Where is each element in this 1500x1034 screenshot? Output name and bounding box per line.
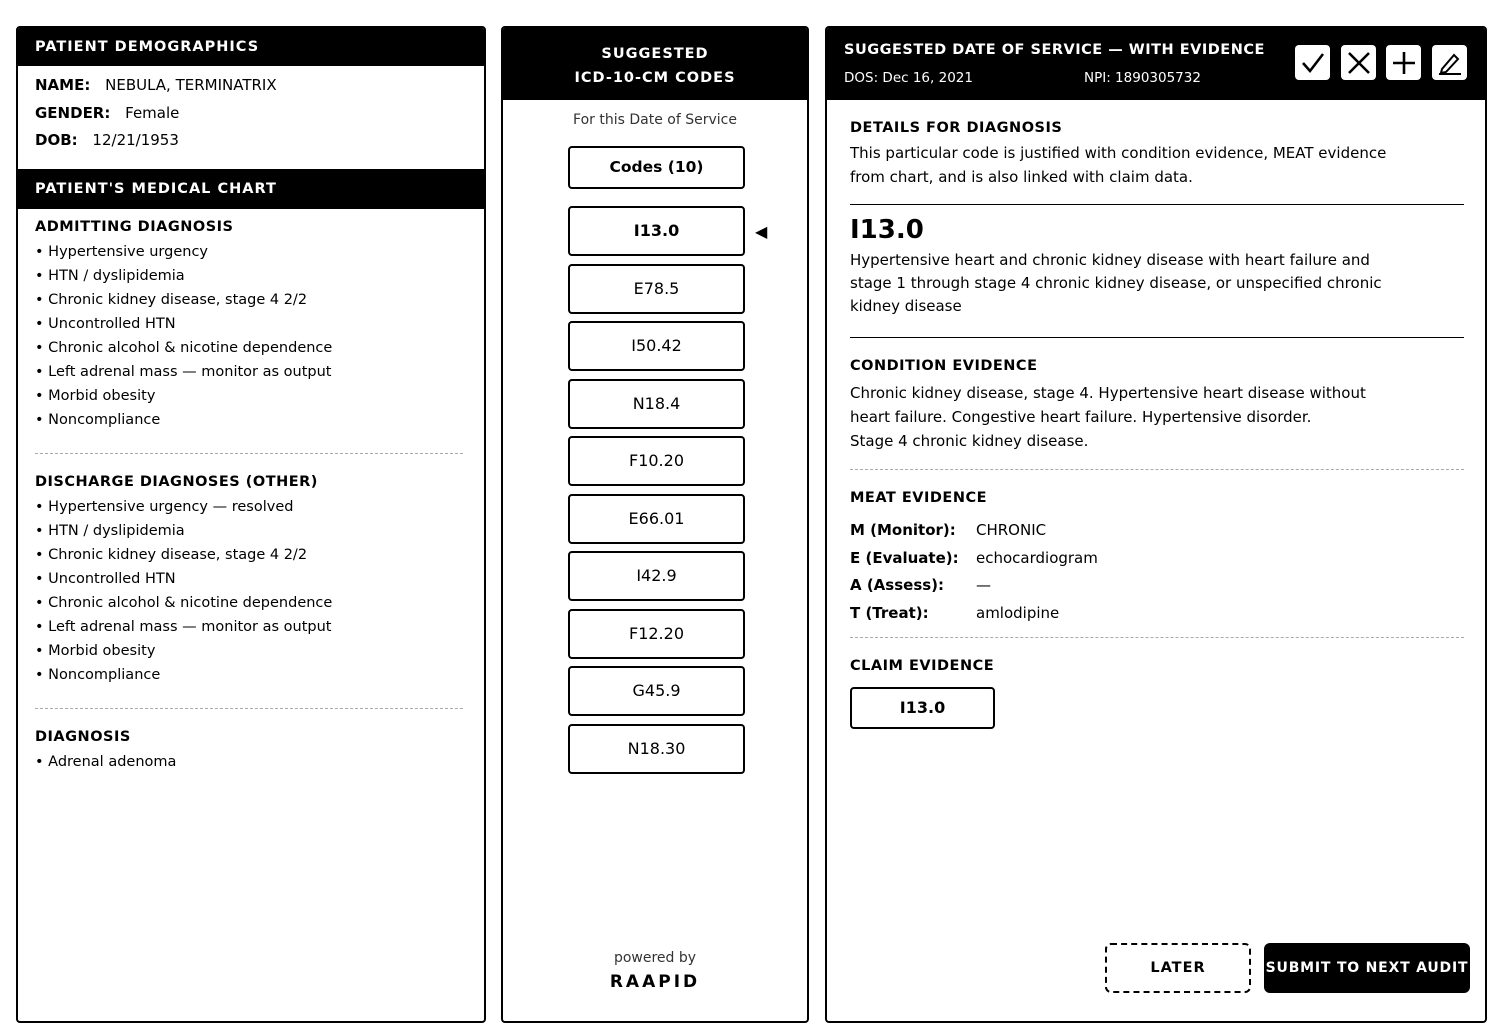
codes-title-line2: ICD-10-CM CODES: [574, 70, 736, 86]
meat-value: echocardiogram: [976, 548, 1098, 567]
discharge-diagnoses-list: [35, 498, 467, 690]
medical-chart[interactable]: [18, 209, 484, 777]
diagnosis-title: DIAGNOSIS: [35, 729, 131, 745]
edit-button[interactable]: [1432, 45, 1467, 80]
diagnosis-list: [35, 753, 467, 777]
code-item-i50-42[interactable]: I50.42: [568, 321, 745, 371]
codes-panel: [501, 26, 809, 1023]
meat-evidence-list: [850, 520, 1464, 630]
meat-row: [850, 548, 1464, 576]
divider: [850, 337, 1464, 338]
claim-code-button[interactable]: I13.0: [850, 687, 995, 729]
name-label: NAME:: [35, 76, 91, 94]
meat-evidence-title: MEAT EVIDENCE: [850, 490, 988, 506]
meat-value: —: [976, 576, 991, 594]
demographics-section: [18, 66, 484, 169]
list-item: • Left adrenal mass — monitor as output: [35, 618, 467, 642]
list-item: • HTN / dyslipidemia: [35, 522, 467, 546]
code-description: Hypertensive heart and chronic kidney disease with heart failure and stage 1 through stage 4 chronic kidney disease, or unspecified chronic kidney disease: [850, 251, 1382, 315]
condition-evidence-title: CONDITION EVIDENCE: [850, 358, 1038, 374]
list-item: • Chronic kidney disease, stage 4 2/2: [35, 546, 467, 570]
list-item: • Morbid obesity: [35, 387, 467, 411]
submit-to-next-audit-button[interactable]: SUBMIT TO NEXT AUDIT: [1264, 943, 1470, 993]
code-item-f12-20[interactable]: F12.20: [568, 609, 745, 659]
meat-row: [850, 520, 1464, 548]
name-value: NEBULA, TERMINATRIX: [105, 76, 277, 94]
reject-button[interactable]: [1341, 45, 1376, 80]
claim-evidence-title: CLAIM EVIDENCE: [850, 658, 995, 674]
brand-logo: RAAPID: [609, 972, 701, 992]
plus-icon: [1391, 50, 1417, 76]
close-icon: [1346, 50, 1372, 76]
details-text: This particular code is justified with condition evidence, MEAT evidence from chart, and is also linked with claim data.: [850, 144, 1387, 186]
edit-icon: [1437, 50, 1463, 76]
codes-header: [503, 28, 807, 100]
list-item: • Hypertensive urgency: [35, 243, 467, 267]
meat-label: M (Monitor):: [850, 521, 956, 539]
list-item: • Left adrenal mass — monitor as output: [35, 363, 467, 387]
selected-code: I13.0: [850, 215, 924, 245]
code-item-g45-9[interactable]: G45.9: [568, 666, 745, 716]
check-icon: [1300, 50, 1326, 76]
npi-label: NPI: 1890305732: [1084, 70, 1201, 86]
list-item: • Chronic alcohol & nicotine dependence: [35, 339, 467, 363]
selected-pointer-icon: ◀: [755, 222, 768, 241]
list-item: • HTN / dyslipidemia: [35, 267, 467, 291]
accept-button[interactable]: [1295, 45, 1330, 80]
dos-label: DOS: Dec 16, 2021: [844, 70, 973, 86]
divider: [850, 637, 1464, 638]
divider: [850, 204, 1464, 205]
meat-row: [850, 603, 1464, 631]
divider: [850, 469, 1464, 470]
list-item: • Noncompliance: [35, 411, 467, 435]
meat-label: A (Assess):: [850, 576, 945, 594]
code-item-i42-9[interactable]: I42.9: [568, 551, 745, 601]
dob-label: DOB:: [35, 131, 78, 149]
divider: [35, 453, 463, 454]
list-item: • Chronic kidney disease, stage 4 2/2: [35, 291, 467, 315]
code-item-n18-30[interactable]: N18.30: [568, 724, 745, 774]
meat-value: amlodipine: [976, 603, 1060, 622]
list-item: • Morbid obesity: [35, 642, 467, 666]
code-list: [568, 206, 745, 781]
code-item-f10-20[interactable]: F10.20: [568, 436, 745, 486]
condition-evidence-text: Chronic kidney disease, stage 4. Hypertensive heart disease without heart failure. Congestive heart failure. Hypertensive disorder.: [850, 384, 1366, 426]
gender-value: Female: [125, 103, 180, 122]
list-item: • Noncompliance: [35, 666, 467, 690]
add-button[interactable]: [1386, 45, 1421, 80]
admitting-diagnosis-list: [35, 243, 467, 435]
list-item: • Chronic alcohol & nicotine dependence: [35, 594, 467, 618]
later-button[interactable]: LATER: [1105, 943, 1251, 993]
list-item: • Uncontrolled HTN: [35, 315, 467, 339]
meat-label: E (Evaluate):: [850, 548, 959, 567]
list-item: • Hypertensive urgency — resolved: [35, 498, 467, 522]
divider: [35, 708, 463, 709]
meat-value: CHRONIC: [976, 521, 1047, 539]
code-item-e66-01[interactable]: E66.01: [568, 494, 745, 544]
dob-value: 12/21/1953: [92, 131, 179, 149]
condition-evidence-text-2: Stage 4 chronic kidney disease.: [850, 432, 1089, 450]
dob-row: [35, 130, 467, 158]
name-row: [35, 75, 467, 103]
code-item-i13-0[interactable]: I13.0: [568, 206, 745, 256]
admitting-diagnosis-title: ADMITTING DIAGNOSIS: [35, 219, 234, 235]
demographics-header: PATIENT DEMOGRAPHICS: [18, 28, 484, 66]
patient-panel: [16, 26, 486, 1023]
gender-row: [35, 103, 467, 131]
list-item: • Uncontrolled HTN: [35, 570, 467, 594]
gender-label: GENDER:: [35, 103, 111, 122]
meat-row: [850, 575, 1464, 603]
codes-count-button[interactable]: Codes (10): [568, 146, 745, 189]
evidence-header: [827, 28, 1485, 100]
powered-by-label: powered by: [613, 950, 697, 966]
details-title: DETAILS FOR DIAGNOSIS: [850, 120, 1063, 136]
code-item-e78-5[interactable]: E78.5: [568, 264, 745, 314]
meat-label: T (Treat):: [850, 603, 929, 622]
code-item-n18-4[interactable]: N18.4: [568, 379, 745, 429]
discharge-diagnoses-title: DISCHARGE DIAGNOSES (OTHER): [35, 474, 318, 490]
evidence-content: [850, 116, 1464, 729]
medical-chart-header: PATIENT'S MEDICAL CHART: [18, 169, 484, 209]
evidence-title: SUGGESTED DATE OF SERVICE — WITH EVIDENCE: [844, 42, 1265, 58]
codes-title-line1: SUGGESTED: [601, 46, 709, 62]
codes-subtitle: For this Date of Service: [573, 112, 737, 128]
evidence-panel: [825, 26, 1487, 1023]
list-item: • Adrenal adenoma: [35, 753, 467, 777]
